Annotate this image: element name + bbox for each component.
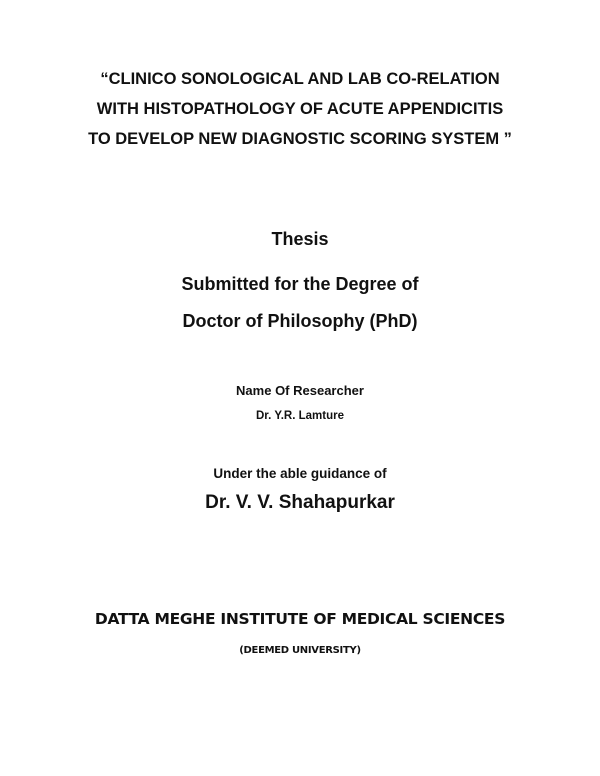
degree-line-2: Doctor of Philosophy (PhD) xyxy=(182,311,418,331)
institution-name: DATTA MEGHE INSTITUTE OF MEDICAL SCIENCES xyxy=(94,610,506,628)
guidance-label: Under the able guidance of xyxy=(213,466,387,481)
thesis-title-line-2: WITH HISTOPATHOLOGY OF ACUTE APPENDICITIS xyxy=(96,100,504,118)
thesis-title-line-3: TO DEVELOP NEW DIAGNOSTIC SCORING SYSTEM ” xyxy=(88,130,512,148)
institution-subtitle: (DEEMED UNIVERSITY) xyxy=(239,645,361,656)
thesis-label: Thesis xyxy=(271,229,329,249)
researcher-name: Dr. Y.R. Lamture xyxy=(256,410,344,422)
thesis-title-line-1: “CLINICO SONOLOGICAL AND LAB CO-RELATION xyxy=(100,70,500,88)
guide-name: Dr. V. V. Shahapurkar xyxy=(205,492,395,513)
degree-line-1: Submitted for the Degree of xyxy=(181,274,419,294)
researcher-label: Name Of Researcher xyxy=(236,383,364,398)
